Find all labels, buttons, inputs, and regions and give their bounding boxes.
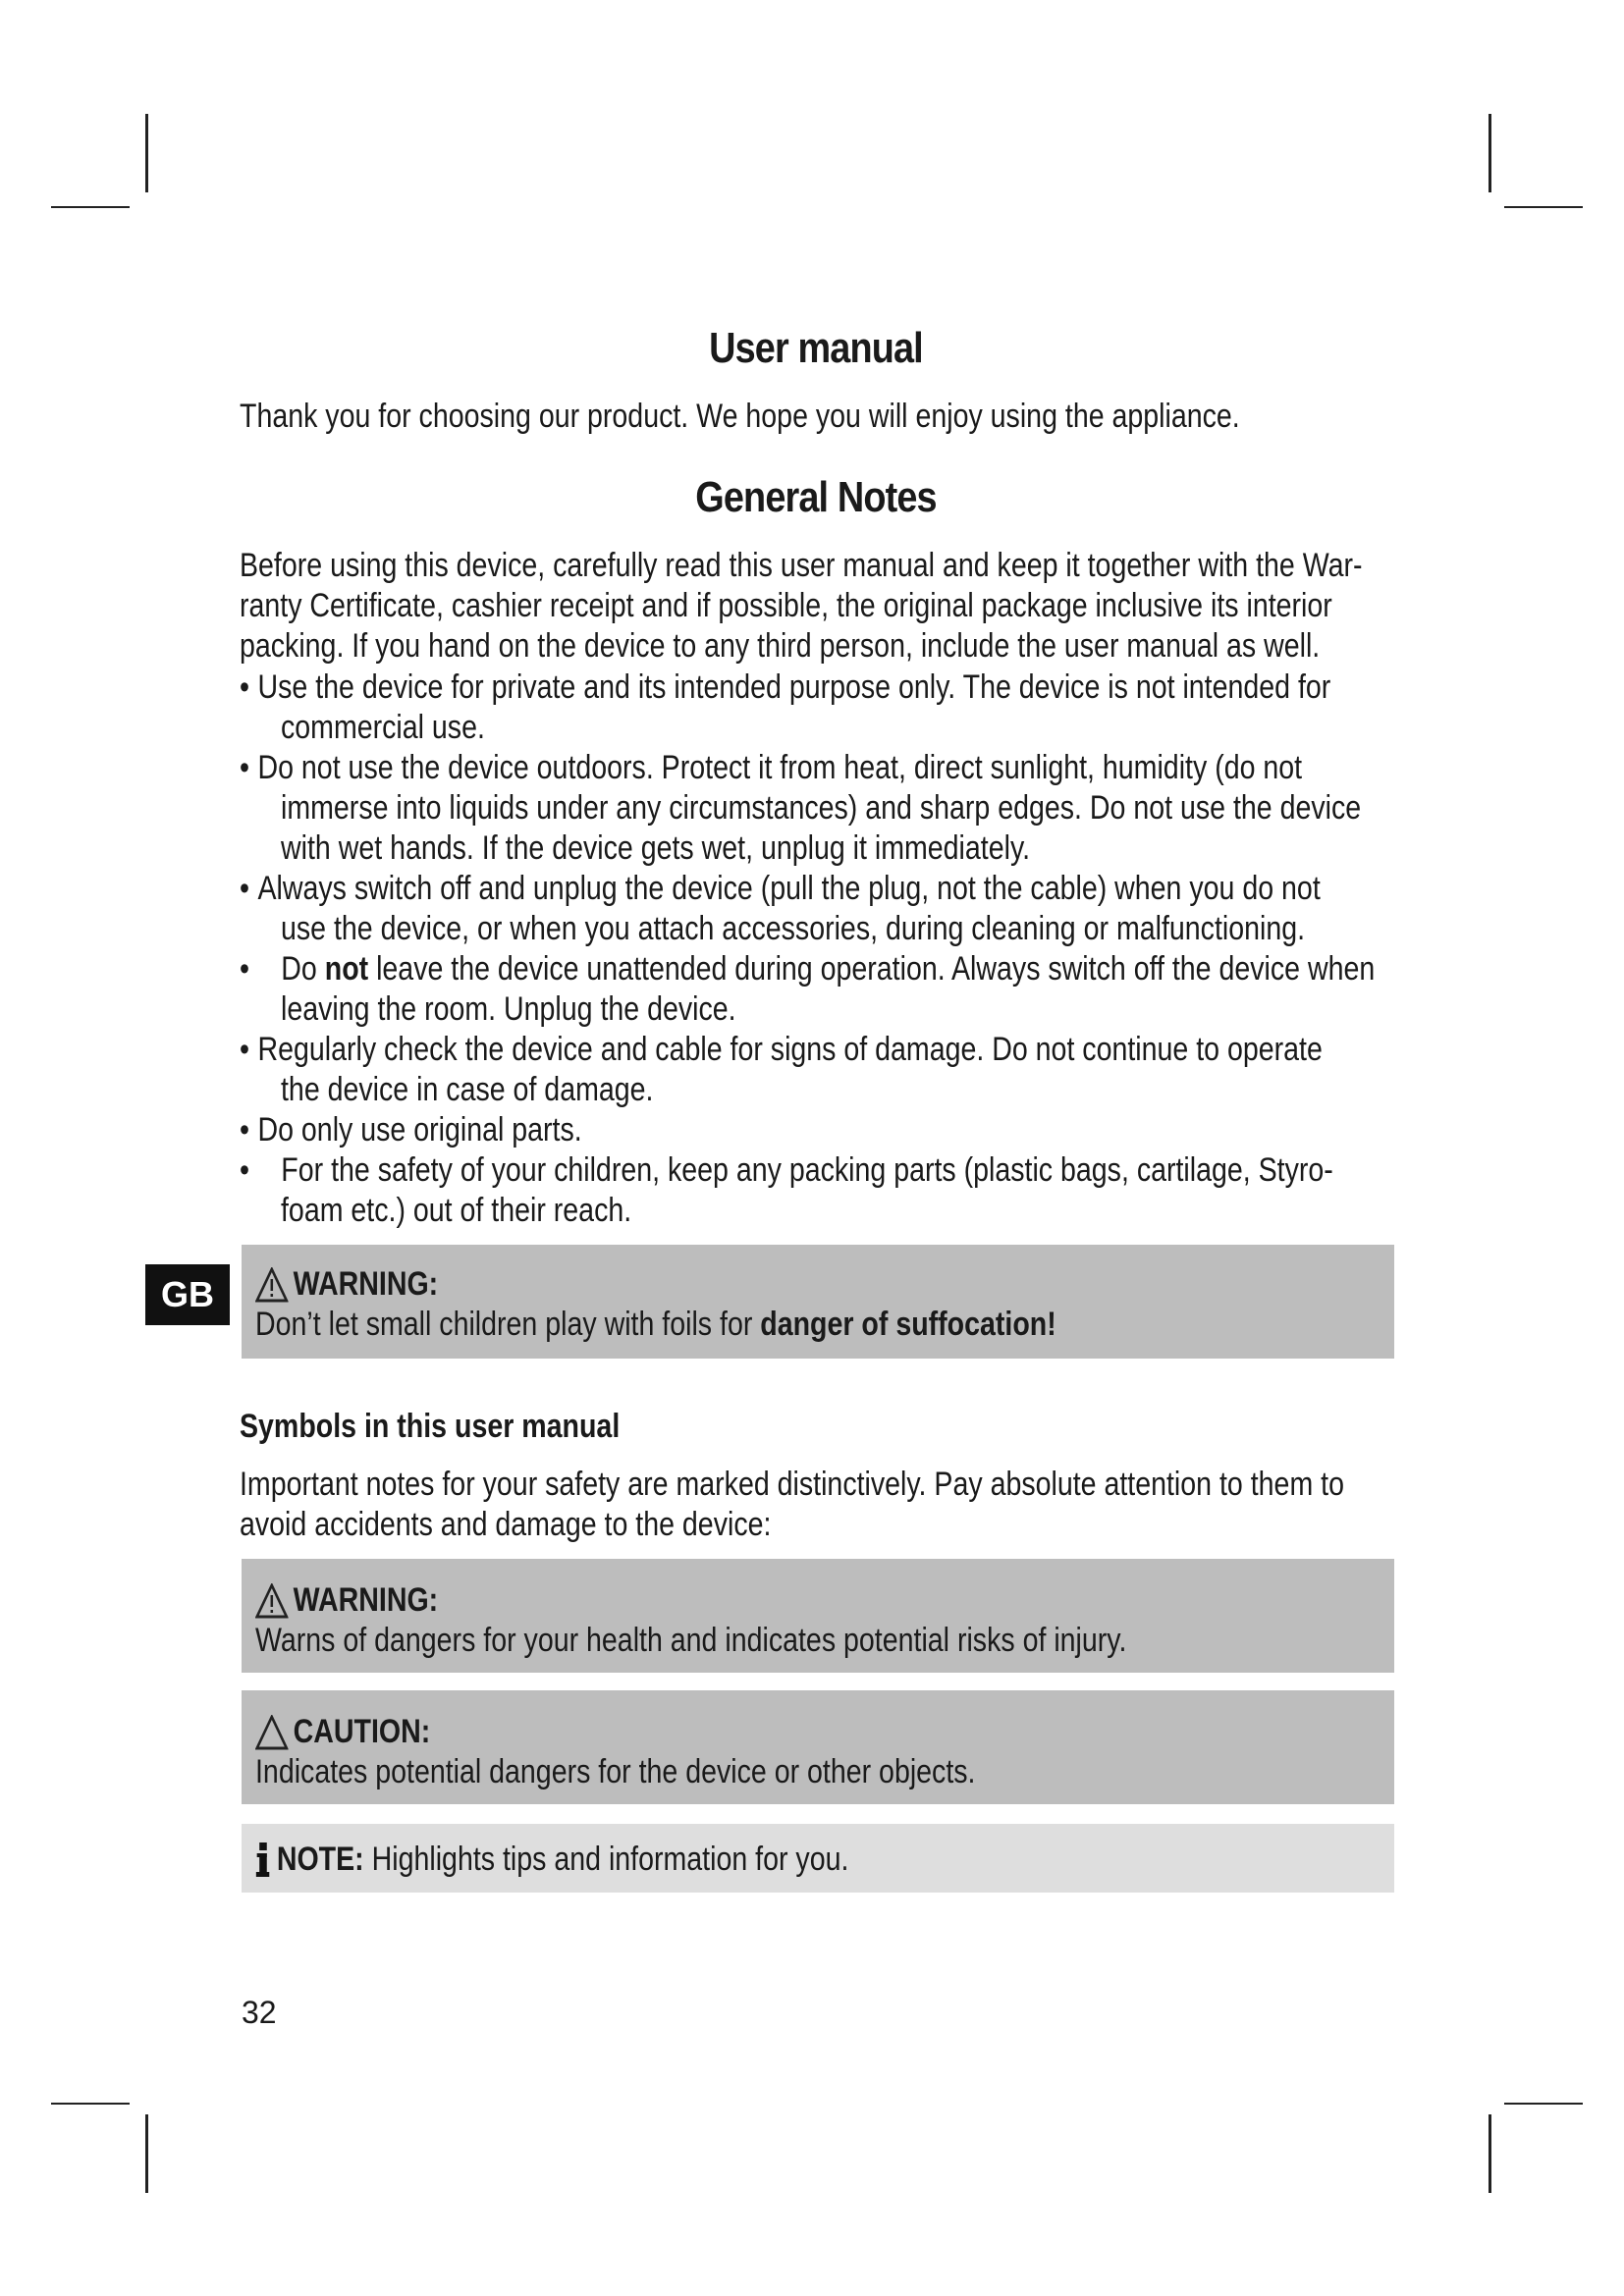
symbol-note-box <box>242 1824 1394 1893</box>
warning-triangle-icon <box>255 1267 289 1303</box>
safety-bullet-list <box>240 667 1418 1231</box>
list-item: • For the safety of your children, keep any packing parts (plastic bags, cartilage, Styro- foam etc.) out of their reach. <box>240 1151 1333 1229</box>
note-label: NOTE: <box>276 1841 364 1878</box>
list-item: • Do not leave the device unattended during operation. Always switch off the device when leaving the room. Unplug the device. <box>240 950 1376 1028</box>
language-tab: GB <box>145 1264 230 1325</box>
crop-mark <box>1504 206 1583 208</box>
symbols-paragraph <box>240 1465 1344 1545</box>
note-text: Highlights tips and information for you. <box>363 1841 849 1878</box>
list-item: • Do not use the device outdoors. Protect it from heat, direct sunlight, humidity (do not immerse into liquids under any circumstances) and sharp edges. Do not use the device with wet hands. If the device gets wet, unplug it immediately. <box>240 749 1362 867</box>
caution-triangle-icon <box>255 1715 289 1750</box>
warning-triangle-icon <box>255 1583 289 1619</box>
paragraph-line: ranty Certificate, cashier receipt and if possible, the original package inclusive its interior <box>240 587 1332 624</box>
paragraph-line: Important notes for your safety are marked distinctively. Pay absolute attention to them to <box>240 1466 1344 1503</box>
list-item: • Regularly check the device and cable for signs of damage. Do not continue to operate the device in case of damage. <box>240 1031 1323 1108</box>
intro-text: Thank you for choosing our product. We hope you will enjoy using the appliance. <box>240 398 1240 435</box>
crop-mark <box>51 2103 130 2105</box>
page-title: User manual <box>709 324 923 372</box>
crop-mark <box>1489 2114 1491 2193</box>
crop-mark <box>145 114 148 192</box>
warning-text: Warns of dangers for your health and indicates potential risks of injury. <box>255 1622 1127 1659</box>
general-paragraph <box>240 546 1363 667</box>
paragraph-line: Before using this device, carefully read this user manual and keep it together with the War- <box>240 547 1363 584</box>
crop-mark <box>1489 114 1491 192</box>
info-icon <box>255 1842 270 1878</box>
warning-label: WARNING: <box>293 1581 439 1619</box>
symbol-warning-box <box>242 1559 1394 1673</box>
list-item: • Always switch off and unplug the device (pull the plug, not the cable) when you do not use the device, or when you attach accessories, during cleaning or malfunctioning. <box>240 870 1321 947</box>
crop-mark <box>51 206 130 208</box>
crop-mark <box>1504 2103 1583 2105</box>
list-item: • Use the device for private and its intended purpose only. The device is not intended for commercial use. <box>240 668 1331 746</box>
paragraph-line: avoid accidents and damage to the device: <box>240 1506 772 1543</box>
caution-label: CAUTION: <box>293 1713 431 1750</box>
warning-text: Don’t let small children play with foils for danger of suffocation! <box>255 1306 1056 1343</box>
crop-mark <box>145 2114 148 2193</box>
list-item: • Do only use original parts. <box>240 1111 582 1148</box>
warning-box <box>242 1245 1394 1359</box>
section-title: General Notes <box>695 473 937 521</box>
paragraph-line: packing. If you hand on the device to any third person, include the user manual as well. <box>240 627 1321 665</box>
caution-text: Indicates potential dangers for the device or other objects. <box>255 1753 976 1790</box>
symbol-caution-box <box>242 1690 1394 1804</box>
page-number: 32 <box>242 1995 277 2030</box>
symbols-heading: Symbols in this user manual <box>240 1408 621 1445</box>
warning-label: WARNING: <box>293 1265 439 1303</box>
